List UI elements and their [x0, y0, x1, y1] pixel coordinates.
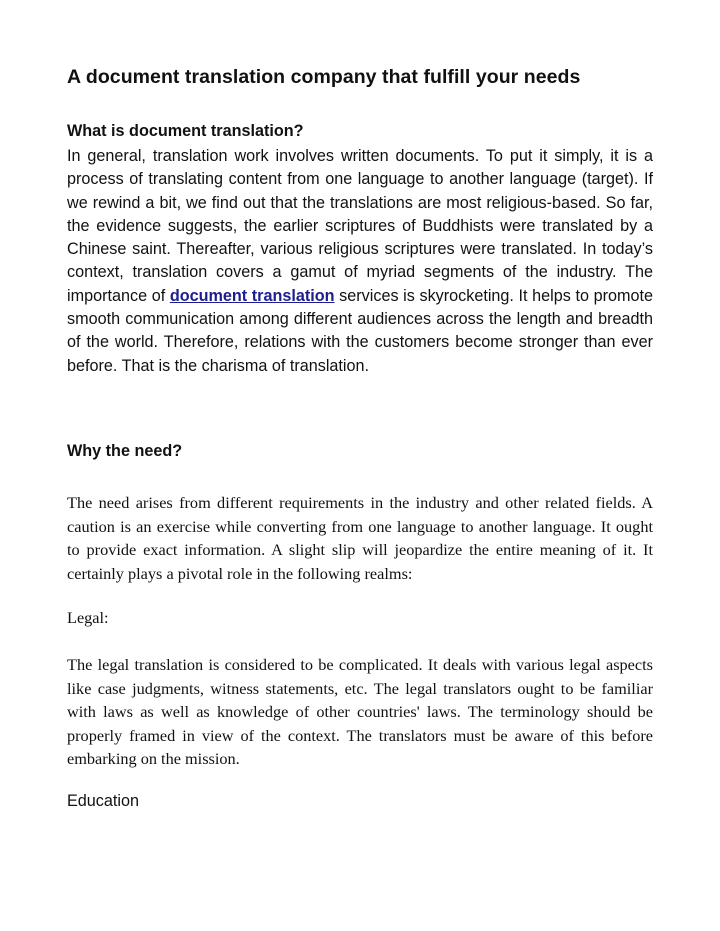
paragraph-text-start: In general, translation work involves written documents. To put it simply, it is a process of translating content from one language to another language (target). If we rewind a bit, we find out that the translations are most religious-based. So far, the evidence suggests, the earlier scriptures of Buddhists were translated by a Chinese saint. Thereafter, various religious scriptures were translated. In today’s context, translation covers a gamut of myriad segments of the industry. The importance of	[67, 147, 653, 305]
document-translation-link[interactable]: document translation	[169, 286, 335, 305]
document-title: A document translation company that fulfill your needs	[67, 66, 581, 88]
paragraph-text-end: services is skyrocketing. It helps to promote smooth communication among different audiences across the length and breadth of the world. Therefore, relations with the customers become stronger than ever before. That is the charisma of translation.	[67, 286, 653, 375]
legal-heading: Legal:	[67, 608, 109, 627]
section-paragraph-why-need: The need arises from different requirements in the industry and other related fields. A caution is an exercise while converting from one language to another language. It ought to provide exact information. A slight slip will jeopardize the entire meaning of it. It certainly plays a pivotal role in the following realms:	[67, 493, 653, 583]
section-heading-what-is: What is document translation?	[67, 122, 304, 140]
section-paragraph-what-is	[67, 145, 653, 378]
section-heading-why-need: Why the need?	[67, 442, 183, 460]
legal-paragraph: The legal translation is considered to be complicated. It deals with various legal aspects like case judgments, witness statements, etc. The legal translators ought to be familiar with laws as well as knowledge of other countries' laws. The terminology should be properly framed in view of the context. The translators must be aware of this before embarking on the mission.	[67, 655, 653, 769]
education-heading: Education	[67, 792, 139, 810]
